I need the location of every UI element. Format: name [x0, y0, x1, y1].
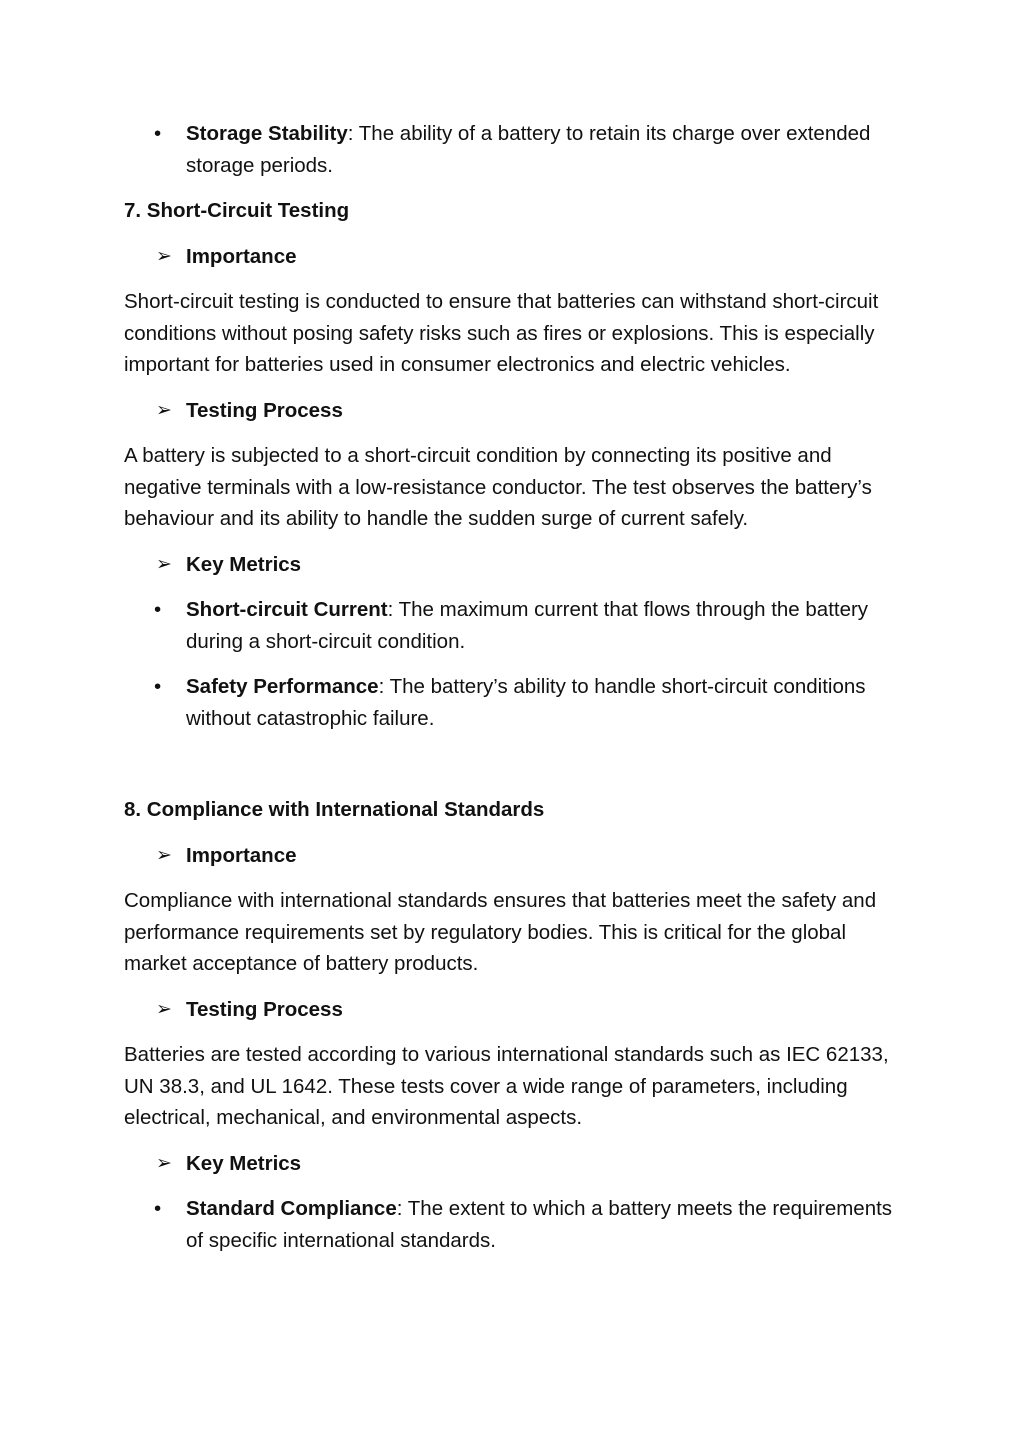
section-heading-8: 8. Compliance with International Standards — [124, 798, 545, 821]
subheading-label: Key Metrics — [186, 1151, 302, 1175]
subheading-metrics-8 — [124, 1148, 914, 1180]
paragraph-process-8: Batteries are tested according to various international standards such as IEC 62133, UN 38.3, and UL 1642. These tests cover a wide range of parameters, including electrical, mechanical, and environmental aspects. — [124, 1043, 889, 1129]
subheading-label: Importance — [186, 843, 297, 867]
bullet-storage-stability — [124, 118, 914, 181]
arrow-bullet-icon: ➢ — [156, 998, 172, 1020]
arrow-bullet-icon: ➢ — [156, 399, 172, 421]
arrow-bullet-icon: ➢ — [156, 844, 172, 866]
bullet-icon: • — [154, 675, 162, 698]
bullet-short-circuit-current — [124, 594, 914, 657]
bullet-term: Short-circuit Current — [186, 598, 388, 621]
bullet-safety-performance — [124, 671, 914, 734]
section-heading-7: 7. Short-Circuit Testing — [124, 199, 350, 222]
subheading-metrics-7 — [124, 549, 914, 581]
arrow-bullet-icon: ➢ — [156, 1152, 172, 1174]
bullet-text: : The ability of a battery to retain its charge over extended storage periods. — [186, 122, 871, 177]
arrow-bullet-icon: ➢ — [156, 553, 172, 575]
subheading-importance-7 — [124, 241, 914, 273]
subheading-process-7 — [124, 395, 914, 427]
bullet-standard-compliance — [124, 1193, 914, 1256]
bullet-icon: • — [154, 1197, 162, 1220]
subheading-label: Testing Process — [186, 997, 343, 1021]
subheading-process-8 — [124, 994, 914, 1026]
bullet-term: Storage Stability — [186, 122, 348, 145]
bullet-text: : The extent to which a battery meets the requirements of specific international standards. — [186, 1197, 893, 1252]
bullet-term: Safety Performance — [186, 675, 379, 698]
bullet-text: : The maximum current that flows through the battery during a short-circuit condition. — [186, 598, 869, 653]
bullet-icon: • — [154, 598, 162, 621]
bullet-term: Standard Compliance — [186, 1197, 397, 1220]
subheading-label: Key Metrics — [186, 552, 302, 576]
bullet-icon: • — [154, 122, 162, 145]
bullet-text: : The battery’s ability to handle short-circuit conditions without catastrophic failure. — [186, 675, 866, 730]
paragraph-importance-7: Short-circuit testing is conducted to ensure that batteries can withstand short-circuit conditions without posing safety risks such as fires or explosions. This is especially important for batteries used in consumer electronics and electric vehicles. — [124, 290, 879, 376]
subheading-label: Importance — [186, 244, 297, 268]
paragraph-process-7: A battery is subjected to a short-circuit condition by connecting its positive and negative terminals with a low-resistance conductor. The test observes the battery’s behaviour and its ability to handle the sudden surge of current safely. — [124, 444, 872, 530]
paragraph-importance-8: Compliance with international standards ensures that batteries meet the safety and performance requirements set by regulatory bodies. This is critical for the global market acceptance of battery products. — [124, 889, 877, 975]
subheading-importance-8 — [124, 840, 914, 872]
arrow-bullet-icon: ➢ — [156, 245, 172, 267]
subheading-label: Testing Process — [186, 398, 343, 422]
document-page — [124, 118, 914, 1256]
